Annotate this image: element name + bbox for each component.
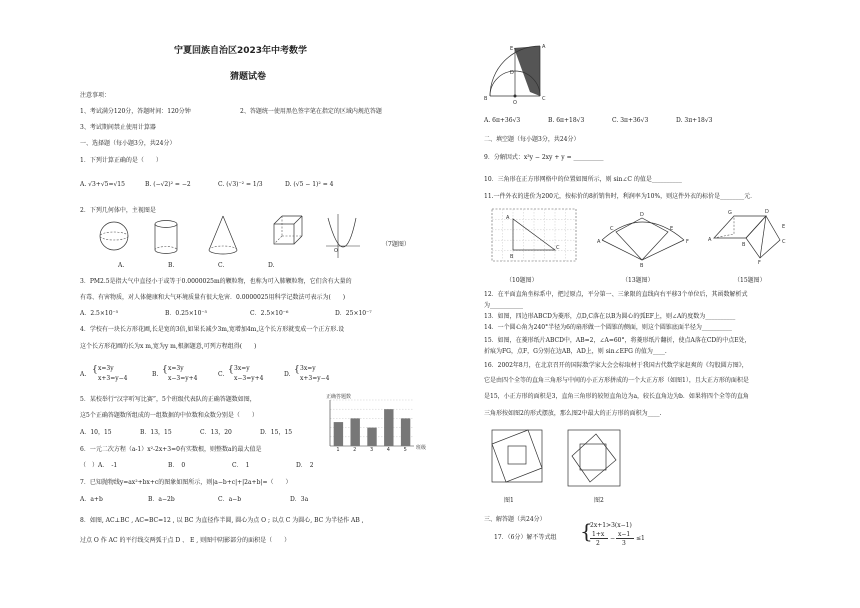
q4-option-b-eq1: x=3y (168, 365, 184, 372)
chart-tick-label: 3 (369, 447, 374, 453)
exam-page: 宁夏回族自治区2023年中考数学 猜题试卷 注意事项： 1、考试满分120分，答题时间：120分钟 2、答题统一使用黑色签字笔在指定的区域内规范答题 3、考试期间禁止使用计算器 一、选择题（每小题3分，共24分） 1．下列计算正确的是（ ） A. √3+√5=√15 B. (−√2)² = −2 C. (√3)⁻² = 1/3 D. (√5 − 1)² = 4 2．下列几何体中，主视图是 O （7题图） A. B. C. D. 3．PM2.5是指大气中直径小于或等于0.0000025m的颗粒物，也称为可入肺颗粒物，它们含有大量的 有毒、有害物质，对人体健康和大气环境质量有很大危害．0.0000025用科学记数法可表示为( ) A．2.5×10⁻⁵ B．0.25×10⁻⁵ C．2.5×10⁻⁶ D．25×10⁻⁷ 4．学校有一块长方形花圃,长是宽的3倍,如果长减少3m,宽增加4m,这个长方形就变成一个正方形.设 这个长方形花圃的长为x m,宽为y m,根据题意,可列方程组得( ) A. { x=3y x+3=y−4 B. { x=3y x−3=y+4 C. { 3x=y x−3=y+4 D. { 3x=y x+3=y−4 5．某校举行“汉字听写比赛”，5个班级代表队的正确答题数如图， 这5个正确答题数所组成的一组数据的中位数和众数分别是（ ） A．10，15 B．13，15 C．13，20 D．15，15 正确答题数 1 2 3 4 5 班级 6．一元二次方程（a-1）x²-2x+3=0有实数根，则整数a的最大值是 （ ）A． -1 B． 0 C． 1 D． 2 7．已知抛物线y=ax²+bx+c的图象如图所示，则|a−b+c|+|2a+b|=（ ） A．a+b B．a−2b C．a−b D．3a 8．如图, AC⊥BC , AC=BC=12 , 以 BC 为直径作半圆, 圆心为点 O ; 以点 C 为圆心, BC 为半径作 AB , 过点 O 作 AC 的平行线交两弧于点 D 、 E , 则图中阴影部分的面积是（ ） E A D B O C A. 6π+36√3 B. 6π+18√3 C. 3π+36√3 D. 3π+18√3 二、填空题（每小题3分，共24分） 9．分解因式：x³y − 2xy + y = __________ 10．三角形在正方形网格中的位置如图所示，则 sin∠C 的值是__________ 11.一件外衣的进价为200元，按标价的8折销售时，利润率为10%，则这件外衣的标价是________元． A B C A B C D E F G D A B E C F （10题图） （13题图） （15题图） 12．在平面直角坐标系中，把过原点，平分第一、三象限的直线向右平移3个单位后，其函数解析式 为___________ 13．如图，四边形ABCD为菱形，点D,C落在以B为圆心的弧EF上，则∠A的度数为__________ 14．一个圆心角为240°半径为6的扇形做一个圆锥的侧面，则这个圆锥底面半径为__________ 15．如图，在菱形纸片ABCD中，AB=2，∠A=60°，将菱形纸片翻折，使点A落在CD的中点E处， 折痕为FG，点F，G分别在边AB，AD上，则 sin∠EFG 的值为____. 16．2002年8月，在北京召开的国际数学家大会会标取材于我国古代数学家赵爽的《勾股圆方图》， 它是由四个全等的直角三角形与中间的小正方形拼成的一个大正方形（如图1），且大正方形的面积是 是15，小正方形的面积是3，直角三角形的较短直角边为a，较长直角边为b．如果将四个全等的直角 三角形按如图2的形式摆放，那么图2中最大的正方形的面积为____. 图1 图2 三、解答题（共24分） 17．（6分）解不等式组 { 2x+1>3(x−1) 1+x 2 − x−1 3 ≤1 (0, 0, 860, 608)
q10-stem: 10．三角形在正方形网格中的位置如图所示，则 sin∠C 的值是__________ (484, 176, 682, 183)
notes-heading: 注意事项： (80, 92, 111, 99)
q4-option-d-eq1: 3x=y (300, 365, 316, 372)
note-3: 3、考试期间禁止使用计算器 (80, 124, 156, 131)
q4-option-c-eq1: 3x=y (234, 365, 250, 372)
chart-bars (334, 409, 411, 453)
svg-text:E: E (670, 226, 674, 232)
q7-figure-caption: （7题图） (382, 241, 410, 248)
q4-option-a-eq2: x+3=y−4 (98, 375, 128, 382)
svg-text:A: A (506, 215, 510, 221)
section-1-heading: 一、选择题（每小题3分，共24分） (80, 140, 176, 147)
svg-text:C: C (542, 96, 546, 102)
brace-icon: { (92, 365, 98, 375)
q15-line-2: 折痕为FG，点F，G分别在边AB，AD上，则 sin∠EFG 的值为____. (484, 348, 667, 355)
q5-option-c[interactable]: C．13，20 (200, 429, 232, 436)
q3-option-c[interactable]: C．2.5×10⁻⁶ (250, 310, 289, 317)
svg-text:C: C (610, 226, 614, 232)
fig13-caption: （13题图） (622, 277, 654, 284)
sphere-shape (100, 222, 128, 250)
svg-text:D: D (510, 70, 514, 76)
q17-inequality-1: 2x+1>3(x−1) (590, 522, 632, 529)
q7-option-a[interactable]: A．a+b (80, 496, 103, 503)
fig16-caption-2: 图2 (594, 497, 604, 504)
q16-line-3: 是15，小正方形的面积是3，直角三角形的较短直角边为a，较长直角边为b．如果将四个全等的直角 (484, 393, 749, 400)
q4-option-c-eq2: x−3=y+4 (234, 375, 264, 382)
note-1: 1、考试满分120分，答题时间：120分钟 (80, 108, 191, 115)
fig16-caption-1: 图1 (504, 497, 514, 504)
svg-text:C: C (556, 245, 560, 251)
section-3-heading: 三、解答题（共24分） (484, 516, 546, 523)
q2-option-b[interactable]: B. (168, 262, 175, 269)
q12-line-1: 12．在平面直角坐标系中，把过原点，平分第一、三象限的直线向右平移3个单位后，其函数解析式 (484, 291, 748, 298)
q4-option-a-label: A. (80, 371, 87, 378)
q9-stem: 9．分解因式：x³y − 2xy + y = __________ (484, 154, 604, 161)
q2-option-d[interactable]: D. (268, 262, 275, 269)
q4-stem-line-2: 这个长方形花圃的长为x m,宽为y m,根据题意,可列方程组得( ) (80, 343, 257, 350)
q6-option-c[interactable]: C． 1 (232, 462, 250, 469)
q3-option-b[interactable]: B．0.25×10⁻⁵ (165, 310, 208, 317)
q11-stem: 11.一件外衣的进价为200元，按标价的8折销售时，利润率为10%，则这件外衣的标价是________元． (484, 193, 757, 200)
q16-line-1: 16．2002年8月，在北京召开的国际数学家大会会标取材于我国古代数学家赵爽的《勾股圆方图》， (484, 362, 748, 369)
q7-option-d[interactable]: D．3a (290, 496, 309, 503)
q3-option-a[interactable]: A．2.5×10⁻⁵ (80, 310, 119, 317)
q4-option-b-label: B. (152, 371, 159, 378)
brace-icon: { (228, 365, 234, 375)
q14-stem: 14．一个圆心角为240°半径为6的扇形做一个圆锥的侧面，则这个圆锥底面半径为__________ (484, 324, 732, 331)
q7-stem: 7．已知抛物线y=ax²+bx+c的图象如图所示，则|a−b+c|+|2a+b|=（ ） (80, 479, 292, 486)
q13-stem: 13．如图，四边形ABCD为菱形，点D,C落在以B为圆心的弧EF上，则∠A的度数为__________ (484, 313, 736, 320)
q5-bar-chart (322, 392, 432, 452)
q8-option-c[interactable]: C. 3π+36√3 (612, 117, 649, 124)
svg-text:F: F (686, 239, 689, 245)
q1-option-d[interactable]: D. (√5 − 1)² = 4 (285, 181, 334, 188)
svg-text:B: B (484, 96, 488, 102)
svg-text:O: O (334, 248, 338, 254)
chart-tick-label: 4 (386, 447, 390, 453)
q1-option-a[interactable]: A. √3+√5=√15 (80, 181, 125, 188)
svg-text:F: F (758, 260, 761, 266)
fig15-caption: （15题图） (734, 277, 766, 284)
q4-option-b-eq2: x−3=y+4 (168, 375, 198, 382)
chart-tick-label: 2 (353, 447, 357, 453)
q2-option-c[interactable]: C. (218, 262, 225, 269)
cylinder-shape (155, 221, 177, 254)
q16-line-2: 它是由四个全等的直角三角形与中间的小正方形拼成的一个大正方形（如图1），且大正方形的面积是 (484, 377, 749, 384)
svg-text:B: B (510, 254, 514, 260)
fig13-rhombus (596, 210, 692, 269)
q3-stem-line-2: 有毒、有害物质，对人体健康和大气环境质量有很大危害．0.0000025用科学记数法可表示为( ) (80, 294, 346, 301)
q4-stem-line-1: 4．学校有一块长方形花圃,长是宽的3倍,如果长减少3m,宽增加4m,这个长方形就变成一个正方形.设 (80, 326, 345, 333)
q5-stem-line-2: 这5个正确答题数所组成的一组数据的中位数和众数分别是（ ） (80, 412, 258, 419)
q12-line-2: 为___________ (484, 302, 524, 309)
q6-option-d[interactable]: D． 2 (296, 462, 314, 469)
svg-text:E: E (782, 224, 786, 230)
q5-option-b[interactable]: B．13，15 (140, 429, 172, 436)
svg-text:O: O (513, 100, 517, 106)
q8-option-b[interactable]: B. 6π+18√3 (548, 117, 585, 124)
svg-text:D: D (640, 212, 644, 218)
svg-text:G: G (728, 210, 732, 216)
svg-text:C: C (782, 239, 786, 245)
fig16-squares (490, 426, 620, 496)
brace-icon: { (162, 365, 168, 375)
q5-stem-line-1: 5．某校举行“汉字听写比赛”，5个班级代表队的正确答题数如图， (80, 396, 256, 403)
q1-stem: 1．下列计算正确的是（ ） (80, 157, 162, 164)
chart-tick-label: 5 (403, 447, 407, 453)
cone-shape (209, 216, 237, 254)
q7-option-c[interactable]: C．a−b (218, 496, 242, 503)
svg-text:B: B (742, 242, 746, 248)
svg-text:A: A (542, 44, 546, 50)
q6-stem: 6．一元二次方程（a-1）x²-2x+3=0有实数根，则整数a的最大值是 (80, 446, 262, 453)
fig10-grid (490, 207, 578, 265)
chart-bar (367, 428, 376, 446)
q5-option-a[interactable]: A．10，15 (80, 429, 112, 436)
svg-text:E: E (510, 46, 514, 52)
q4-option-d-label: D. (284, 371, 291, 378)
svg-text:B: B (640, 263, 644, 269)
q3-stem-line-1: 3．PM2.5是指大气中直径小于或等于0.0000025m的颗粒物，也称为可入肺颗粒物，它们含有大量的 (80, 278, 352, 285)
parabola-graph (326, 214, 360, 258)
brace-icon: { (294, 365, 300, 375)
q8-stem-line-1: 8．如图, AC⊥BC , AC=BC=12 , 以 BC 为直径作半圆, 圆心为点 O ; 以点 C 为圆心, BC 为半径作 AB , (80, 517, 364, 524)
svg-text:D: D (765, 209, 769, 215)
chart-bar (350, 418, 359, 446)
q2-stem: 2．下列几何体中，主视图是 (80, 207, 156, 214)
solids-figure (98, 214, 358, 264)
q2-option-a[interactable]: A. (118, 262, 125, 269)
chart-tick-label: 1 (336, 447, 340, 453)
q6-option-a[interactable]: （ ）A． -1 (80, 462, 118, 469)
fig10-caption: （10题图） (506, 277, 538, 284)
brace-icon: { (580, 519, 593, 543)
exam-subtitle: 猜题试卷 (230, 72, 267, 82)
q3-option-d[interactable]: D．25×10⁻⁷ (335, 310, 372, 317)
fig15-rhombus (708, 206, 798, 266)
q1-option-c[interactable]: C. (√3)⁻² = 1/3 (218, 181, 263, 188)
q6-option-b[interactable]: B． 0 (168, 462, 186, 469)
svg-text:A: A (597, 239, 601, 245)
section-2-heading: 二、填空题（每小题3分，共24分） (484, 136, 580, 143)
chart-bar (401, 418, 410, 446)
q16-line-4: 三角形按如图2的形式摆放，那么图2中最大的正方形的面积为____. (484, 410, 662, 417)
q15-line-1: 15．如图，在菱形纸片ABCD中，AB=2，∠A=60°，将菱形纸片翻折，使点A落在CD的中点E处， (484, 337, 751, 344)
svg-text:A: A (708, 237, 712, 243)
q8-option-d[interactable]: D. 3π+18√3 (676, 117, 713, 124)
exam-title: 宁夏回族自治区2023年中考数学 (174, 46, 308, 56)
chart-title: 正确答题数 (326, 394, 352, 400)
q7-option-b[interactable]: B．a−2b (148, 496, 175, 503)
q17-stem: 17．（6分）解不等式组 (494, 534, 557, 541)
q4-option-d-eq2: x+3=y−4 (300, 375, 330, 382)
q4-option-a-eq1: x=3y (98, 365, 114, 372)
cube-shape (274, 216, 302, 244)
q8-stem-line-2: 过点 O 作 AC 的平行线交两弧于点 D 、 E , 则图中阴影部分的面积是（ ） (80, 537, 291, 544)
q1-option-b[interactable]: B. (−√2)² = −2 (145, 181, 191, 188)
chart-bar (334, 422, 343, 446)
chart-xlabel: 班级 (416, 445, 427, 451)
note-2: 2、答题统一使用黑色签字笔在指定的区域内规范答题 (240, 108, 382, 115)
chart-bar (384, 409, 393, 446)
q8-option-a[interactable]: A. 6π+36√3 (484, 117, 521, 124)
q8-figure (484, 40, 548, 106)
q5-option-d[interactable]: D．15，15 (260, 429, 293, 436)
q4-option-c-label: C. (218, 371, 225, 378)
